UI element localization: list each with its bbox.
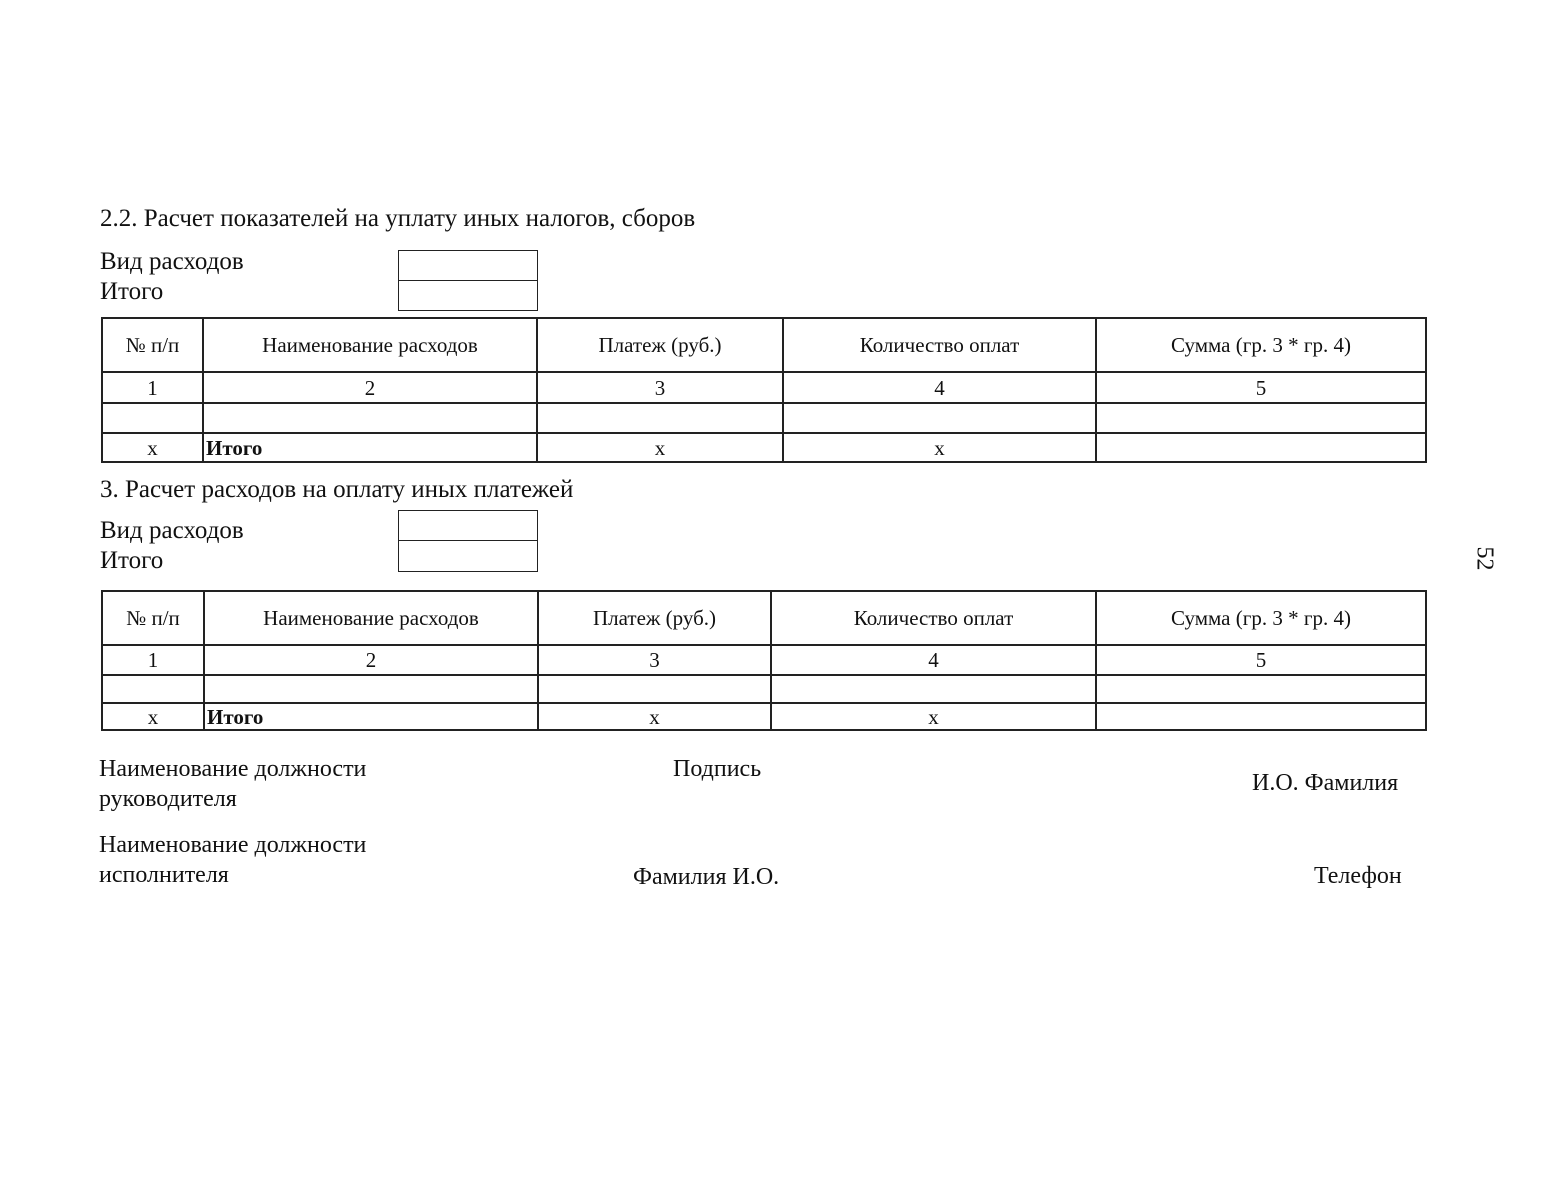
total-cell-number: x — [102, 703, 204, 730]
empty-cell[interactable] — [203, 403, 537, 433]
head-position-line1: Наименование должности — [99, 756, 367, 782]
total-row — [102, 703, 1426, 730]
header-cell-name: Наименование расходов — [203, 318, 537, 372]
total-cell-number: x — [102, 433, 203, 462]
signature-label: Подпись — [673, 756, 762, 782]
table-row — [102, 675, 1426, 703]
page-number: 52 — [1471, 546, 1498, 571]
expenses-table-3 — [101, 590, 1427, 731]
total-cell-sum[interactable] — [1096, 703, 1426, 730]
header-cell-payment: Платеж (руб.) — [538, 591, 771, 645]
column-number: 3 — [538, 645, 771, 675]
itogo-label: Итого — [100, 278, 164, 305]
column-number: 1 — [102, 372, 203, 403]
exec-position-line2: исполнителя — [99, 862, 229, 888]
total-cell-count: x — [771, 703, 1096, 730]
column-number: 3 — [537, 372, 783, 403]
head-name: И.О. Фамилия — [1252, 770, 1399, 796]
empty-cell[interactable] — [538, 675, 771, 703]
empty-cell[interactable] — [1096, 675, 1426, 703]
header-cell-count: Количество оплат — [783, 318, 1096, 372]
header-cell-sum: Сумма (гр. 3 * гр. 4) — [1096, 318, 1426, 372]
column-number: 2 — [203, 372, 537, 403]
vid-rashodov-input-box[interactable] — [398, 250, 538, 281]
exec-name: Фамилия И.О. — [633, 864, 780, 890]
total-cell-count: x — [783, 433, 1096, 462]
empty-cell[interactable] — [102, 675, 204, 703]
column-number-row — [102, 645, 1426, 675]
column-number: 5 — [1096, 645, 1426, 675]
itogo-input-box[interactable] — [398, 540, 538, 572]
total-cell-label: Итого — [203, 433, 537, 462]
header-cell-payment: Платеж (руб.) — [537, 318, 783, 372]
table-row — [102, 403, 1426, 433]
exec-position-line1: Наименование должности — [99, 832, 367, 858]
head-position-line2: руководителя — [99, 786, 237, 812]
itogo-label: Итого — [100, 547, 164, 574]
column-number: 4 — [771, 645, 1096, 675]
empty-cell[interactable] — [204, 675, 538, 703]
header-cell-sum: Сумма (гр. 3 * гр. 4) — [1096, 591, 1426, 645]
section-3-title: 3. Расчет расходов на оплату иных платежей — [100, 476, 574, 503]
vid-rashodov-label: Вид расходов — [100, 248, 244, 275]
empty-cell[interactable] — [1096, 403, 1426, 433]
vid-rashodov-label: Вид расходов — [100, 517, 244, 544]
empty-cell[interactable] — [783, 403, 1096, 433]
header-cell-name: Наименование расходов — [204, 591, 538, 645]
column-number: 4 — [783, 372, 1096, 403]
table-header-row — [102, 318, 1426, 372]
column-number-row — [102, 372, 1426, 403]
empty-cell[interactable] — [771, 675, 1096, 703]
column-number: 5 — [1096, 372, 1426, 403]
table-header-row — [102, 591, 1426, 645]
itogo-input-box[interactable] — [398, 280, 538, 311]
total-cell-label: Итого — [204, 703, 538, 730]
empty-cell[interactable] — [537, 403, 783, 433]
vid-rashodov-input-box[interactable] — [398, 510, 538, 541]
total-cell-sum[interactable] — [1096, 433, 1426, 462]
total-row — [102, 433, 1426, 462]
section-2-2-title: 2.2. Расчет показателей на уплату иных налогов, сборов — [100, 205, 696, 232]
total-cell-payment: x — [537, 433, 783, 462]
total-cell-payment: x — [538, 703, 771, 730]
header-cell-number: № п/п — [102, 318, 203, 372]
column-number: 1 — [102, 645, 204, 675]
header-cell-number: № п/п — [102, 591, 204, 645]
expenses-table-2-2 — [101, 317, 1427, 463]
column-number: 2 — [204, 645, 538, 675]
empty-cell[interactable] — [102, 403, 203, 433]
header-cell-count: Количество оплат — [771, 591, 1096, 645]
phone-label: Телефон — [1314, 863, 1402, 889]
